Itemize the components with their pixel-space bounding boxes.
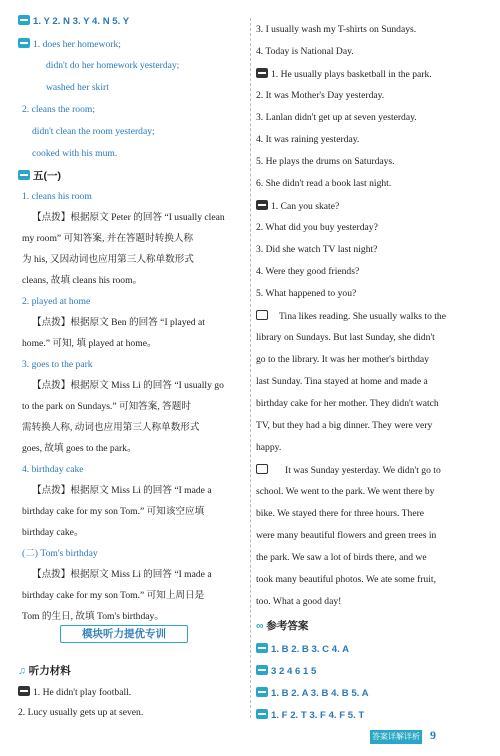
answer-row-1: 1. B 2. B 3. C 4. A <box>256 643 349 656</box>
explanation-line: 【点拨】根据原文 Miss Li 的回答 “I usually go <box>32 380 224 391</box>
passage-line: go to the library. It was her mother's birthday <box>256 354 429 365</box>
section-1-marker-icon <box>18 686 30 696</box>
listening-line: 3. Did she watch TV last night? <box>256 244 378 255</box>
listening-line: 6. She didn't read a book last night. <box>256 178 392 189</box>
module-title: 模块听力提优专训 <box>60 625 188 643</box>
answer-1-marker-icon <box>256 643 268 653</box>
listening-line: 4. It was raining yesterday. <box>256 134 360 145</box>
passage-line: TV, but they had a big dinner. They were very <box>256 420 433 431</box>
passage-line: the park. We saw a lot of birds there, and we <box>256 552 427 563</box>
section-4-marker-icon <box>18 38 30 48</box>
listening-line: 4. Were they good friends? <box>256 266 360 277</box>
explanation-line: to the park on Sundays.” 可知答案, 答题时 <box>22 401 191 412</box>
item-title: 2. played at home <box>22 296 91 307</box>
explanation-line: 【点拨】根据原文 Miss Li 的回答 “I made a <box>32 485 212 496</box>
answer-line: didn't clean the room yesterday; <box>32 126 155 137</box>
explanation-line: home.” 可知, 填 played at home。 <box>22 338 157 349</box>
listening-line: 3. I usually wash my T-shirts on Sundays. <box>256 24 417 35</box>
section-4-q1: 1. does her homework; <box>18 38 121 51</box>
answer-line: cooked with his mum. <box>32 148 118 159</box>
answer-row-2: 3 2 4 6 1 5 <box>256 665 316 678</box>
explanation-line: birthday cake。 <box>22 527 84 538</box>
listening-line-1: 1. He didn't play football. <box>18 686 131 699</box>
answer-row-3: 1. B 2. A 3. B 4. B 5. A <box>256 687 369 700</box>
passage-line: last Sunday. Tina stayed at home and made a <box>256 376 428 387</box>
explanation-line: 为 his, 又因动词也应用第三人称单数形式 <box>22 254 194 265</box>
explanation-line: 需转换人称, 动词也应用第三人称单数形式 <box>22 422 200 433</box>
listening-line: 2. It was Mother's Day yesterday. <box>256 90 385 101</box>
item-title: 3. goes to the park <box>22 359 93 370</box>
page-number: 9 <box>430 728 436 742</box>
answer-line: washed her skirt <box>46 82 109 93</box>
section-5-line-1: It was Sunday yesterday. We didn't go to <box>256 464 441 477</box>
explanation-line: Tom 的生日, 故填 Tom's birthday。 <box>22 611 164 622</box>
passage-line: birthday cake for her mother. They didn't watch <box>256 398 439 409</box>
passage-line: took many beautiful photos. We ate some fruit, <box>256 574 436 585</box>
explanation-line: 【点拨】根据原文 Ben 的回答 “I played at <box>32 317 205 328</box>
explanation-line: goes, 故填 goes to the park。 <box>22 443 137 454</box>
headphones-icon: ♫ <box>18 665 26 677</box>
listening-line: 5. He plays the drums on Saturdays. <box>256 156 395 167</box>
explanation-line: my room” 可知答案, 并在答题时转换人称 <box>22 233 194 244</box>
column-divider <box>250 18 251 718</box>
listening-header: ♫ 听力材料 <box>18 665 71 677</box>
passage-line: school. We went to the park. We went there by <box>256 486 435 497</box>
explanation-line: cleans, 故填 cleans his room。 <box>22 275 143 286</box>
explanation-line: 【点拨】根据原文 Peter 的回答 “I usually clean <box>32 212 225 223</box>
item-title: 4. birthday cake <box>22 464 84 475</box>
listening-line: 3. Lanlan didn't get up at seven yesterday. <box>256 112 417 123</box>
answer-4-marker-icon <box>256 709 268 719</box>
section-5-header: 五(一) <box>18 170 61 183</box>
answer-line: 2. cleans the room; <box>22 104 95 115</box>
listening-line-2: 2. Lucy usually gets up at seven. <box>18 707 144 718</box>
section-3-answers: 1. Y 2. N 3. Y 4. N 5. Y <box>18 15 129 28</box>
passage-line: too. What a good day! <box>256 596 342 607</box>
passage-line: were many beautiful flowers and green trees in <box>256 530 437 541</box>
listening-line: 5. What happened to you? <box>256 288 357 299</box>
link-icon: ∞ <box>256 620 264 632</box>
explanation-line: birthday cake for my son Tom.” 可知该空应填 <box>22 506 205 517</box>
passage-line: bike. We stayed there for three hours. There <box>256 508 425 519</box>
section-3-marker-icon <box>256 200 268 210</box>
answer-row-4: 1. F 2. T 3. F 4. F 5. T <box>256 709 364 722</box>
answer-3-marker-icon <box>256 687 268 697</box>
answer-2-marker-icon <box>256 665 268 675</box>
section-5-marker-icon <box>18 170 30 180</box>
footer-tab: 答案详解详析 <box>370 730 422 744</box>
section-2-line-1: 1. He usually plays basketball in the park. <box>256 68 432 81</box>
subsection-title: (二) Tom's birthday <box>22 548 98 559</box>
section-4-line-1: Tina likes reading. She usually walks to the <box>256 310 446 323</box>
section-5-marker-icon <box>256 464 268 474</box>
section-3-marker-icon <box>18 15 30 25</box>
section-2-marker-icon <box>256 68 268 78</box>
listening-line: 2. What did you buy yesterday? <box>256 222 378 233</box>
explanation-line: 【点拨】根据原文 Miss Li 的回答 “I made a <box>32 569 212 580</box>
item-title: 1. cleans his room <box>22 191 92 202</box>
section-3-line-1: 1. Can you skate? <box>256 200 339 213</box>
passage-line: library on Sundays. But last Sunday, she didn't <box>256 332 435 343</box>
section-4-marker-icon <box>256 310 268 320</box>
listening-line: 4. Today is National Day. <box>256 46 354 57</box>
reference-answers-header: ∞ 参考答案 <box>256 620 309 632</box>
passage-line: happy. <box>256 442 282 453</box>
answer-line: didn't do her homework yesterday; <box>46 60 180 71</box>
explanation-line: birthday cake for my son Tom.” 可知上周日是 <box>22 590 205 601</box>
